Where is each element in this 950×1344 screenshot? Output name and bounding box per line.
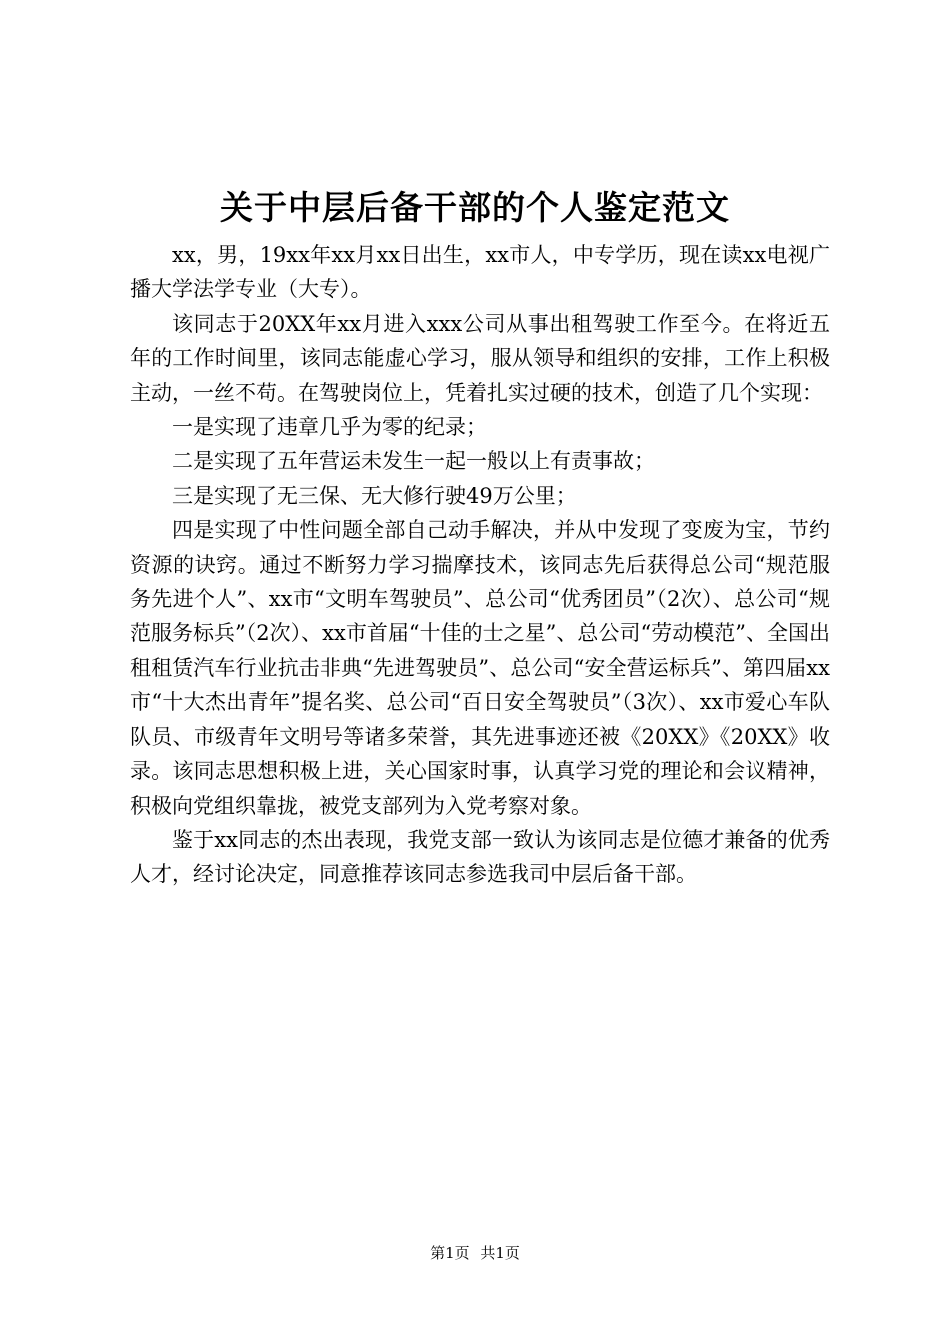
page-number-total: 共1页 bbox=[480, 1244, 520, 1262]
paragraph-achievement-2: 二是实现了五年营运未发生一起一般以上有责事故； bbox=[172, 449, 655, 474]
paragraph-achievement-3: 三是实现了无三保、无大修行驶49万公里； bbox=[172, 483, 577, 508]
paragraph-achievement-4-honors: 四是实现了中性问题全部自己动手解决，并从中发现了变废为宝，节约资源的诀窍。通过不断努力学习揣摩技术，该同志先后获得总公司“规范服务先进个人”、xx市“文明车驾驶员”、总公司“优秀团员”（2次）、总公司“规范服务标兵”（2次）、xx市首届“十佳的士之星”、总公司“劳动模范”、全国出租租赁汽车行业抗击非典“先进驾驶员”、总公司“安全营运标兵”、第四届xx市“十大杰出青年”提名奖、总公司“百日安全驾驶员”（3次）、xx市爱心车队队员、市级青年文明号等诸多荣誉，其先进事迹还被《20XX》《20XX》收录。该同志思想积极上进，关心国家时事，认真学习党的理论和会议精神，积极向党组织靠拢，被党支部列为入党考察对象。 bbox=[130, 518, 830, 818]
page-number-current: 第1页 bbox=[430, 1244, 470, 1262]
paragraph-work-history: 该同志于20XX年xx月进入xxx公司从事出租驾驶工作至今。在将近五年的工作时间里，该同志能虚心学习，服从领导和组织的安排，工作上积极主动，一丝不苟。在驾驶岗位上，凭着扎实过硬的技术，创造了几个实现： bbox=[130, 311, 830, 405]
page-footer bbox=[0, 1243, 950, 1263]
paragraph-personal-info: xx，男，19xx年xx月xx日出生，xx市人，中专学历，现在读xx电视广播大学法学专业（大专）。 bbox=[130, 243, 830, 302]
document-body bbox=[130, 238, 830, 892]
paragraph-recommendation: 鉴于xx同志的杰出表现，我党支部一致认为该同志是位德才兼备的优秀人才，经讨论决定，同意推荐该同志参选我司中层后备干部。 bbox=[130, 827, 830, 887]
document-title: 关于中层后备干部的个人鉴定范文 bbox=[220, 188, 730, 227]
paragraph-achievement-1: 一是实现了违章几乎为零的纪录； bbox=[172, 415, 487, 440]
